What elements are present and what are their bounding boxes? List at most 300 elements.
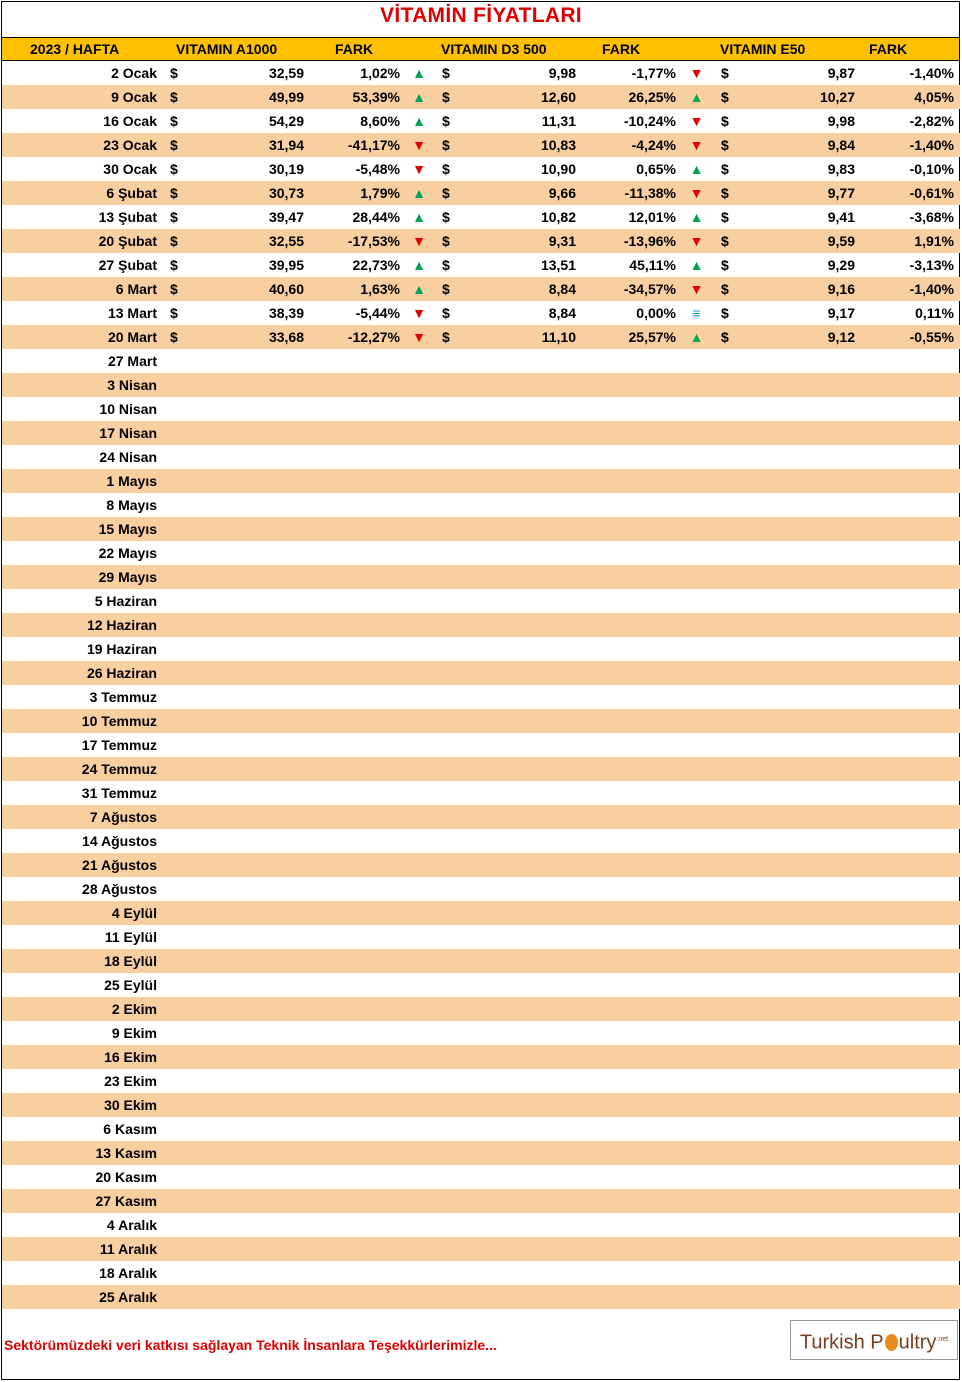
empty-cell	[759, 805, 861, 829]
empty-cell	[310, 661, 406, 685]
a1000-change: 8,60%	[360, 113, 400, 129]
e50-change: 1,91%	[861, 229, 960, 253]
price-table	[2, 61, 960, 1309]
empty-cell	[759, 1069, 861, 1093]
week-cell: 12 Haziran	[2, 613, 160, 637]
empty-cell	[582, 757, 682, 781]
week-cell: 6 Mart	[2, 277, 160, 301]
empty-cell	[759, 445, 861, 469]
empty-cell	[160, 877, 210, 901]
logo-text-2: ultry	[898, 1331, 937, 1354]
currency-cell: $	[432, 181, 482, 205]
a1000-change: -41,17%	[310, 133, 406, 157]
empty-cell	[582, 1237, 682, 1261]
empty-cell	[482, 445, 582, 469]
a1000-price: 31,94	[210, 133, 310, 157]
empty-cell	[310, 1141, 406, 1165]
empty-cell	[682, 853, 711, 877]
empty-cell	[582, 709, 682, 733]
week-cell: 10 Temmuz	[2, 709, 160, 733]
empty-cell	[759, 1189, 861, 1213]
empty-cell	[160, 541, 210, 565]
week-cell: 25 Eylül	[104, 977, 157, 993]
a1000-price: 30,73	[210, 181, 310, 205]
empty-cell	[210, 565, 310, 589]
empty-cell	[861, 733, 960, 757]
empty-cell	[406, 613, 432, 637]
empty-cell	[759, 493, 861, 517]
table-row	[2, 829, 960, 853]
header-a1000: VITAMIN A1000	[176, 41, 278, 57]
empty-cell	[582, 1045, 682, 1069]
currency-cell: $	[711, 181, 759, 205]
week-cell: 3 Nisan	[2, 373, 160, 397]
empty-cell	[210, 469, 310, 493]
empty-cell	[682, 565, 711, 589]
empty-cell	[861, 1189, 960, 1213]
currency-cell: $	[721, 305, 729, 321]
empty-cell	[482, 925, 582, 949]
empty-cell	[406, 829, 432, 853]
empty-cell	[160, 781, 210, 805]
empty-cell	[210, 445, 310, 469]
empty-cell	[432, 1165, 482, 1189]
a1000-down-arrow-icon: ▼	[412, 161, 426, 177]
e50-price: 9,41	[827, 209, 855, 225]
empty-cell	[406, 709, 432, 733]
a1000-down-arrow-icon: ▼	[406, 229, 432, 253]
empty-cell	[759, 1165, 861, 1189]
empty-cell	[759, 349, 861, 373]
empty-cell	[432, 949, 482, 973]
currency-cell: $	[170, 209, 178, 225]
e50-change: -0,55%	[861, 325, 960, 349]
currency-cell: $	[442, 65, 450, 81]
table-row	[2, 1189, 960, 1213]
week-cell: 20 Şubat	[2, 229, 160, 253]
empty-cell	[160, 397, 210, 421]
empty-cell	[682, 1117, 711, 1141]
week-cell: 3 Temmuz	[89, 689, 157, 705]
table-row	[2, 589, 960, 613]
empty-cell	[210, 685, 310, 709]
currency-cell: $	[160, 325, 210, 349]
empty-cell	[861, 589, 960, 613]
empty-cell	[406, 1021, 432, 1045]
empty-cell	[160, 493, 210, 517]
empty-cell	[582, 805, 682, 829]
empty-cell	[711, 949, 759, 973]
e50-change: -0,61%	[861, 181, 960, 205]
empty-cell	[210, 637, 310, 661]
d3-change: -34,57%	[582, 277, 682, 301]
empty-cell	[310, 757, 406, 781]
empty-cell	[310, 1261, 406, 1285]
week-cell: 6 Şubat	[2, 181, 160, 205]
empty-cell	[432, 733, 482, 757]
empty-cell	[861, 1165, 960, 1189]
week-cell: 30 Ekim	[2, 1093, 160, 1117]
logo-sup: .net	[936, 1336, 949, 1343]
empty-cell	[759, 709, 861, 733]
empty-cell	[682, 1261, 711, 1285]
a1000-change: 53,39%	[310, 85, 406, 109]
empty-cell	[711, 469, 759, 493]
table-row	[2, 781, 960, 805]
empty-cell	[482, 1069, 582, 1093]
empty-cell	[406, 853, 432, 877]
currency-cell: $	[721, 257, 729, 273]
empty-cell	[482, 1213, 582, 1237]
empty-cell	[682, 469, 711, 493]
table-row	[2, 1021, 960, 1045]
empty-cell	[861, 1285, 960, 1309]
empty-cell	[160, 973, 210, 997]
empty-cell	[682, 421, 711, 445]
empty-cell	[482, 1093, 582, 1117]
empty-cell	[759, 781, 861, 805]
a1000-price: 33,68	[210, 325, 310, 349]
empty-cell	[582, 1093, 682, 1117]
week-cell: 15 Mayıs	[2, 517, 160, 541]
a1000-down-arrow-icon: ▼	[406, 133, 432, 157]
empty-cell	[682, 709, 711, 733]
week-cell: 17 Temmuz	[81, 737, 157, 753]
currency-cell: $	[711, 133, 759, 157]
empty-cell	[482, 829, 582, 853]
empty-cell	[432, 901, 482, 925]
a1000-price: 30,19	[268, 161, 304, 177]
week-cell: 26 Haziran	[2, 661, 160, 685]
empty-cell	[682, 997, 711, 1021]
currency-cell: $	[711, 229, 759, 253]
table-row	[2, 301, 960, 325]
empty-cell	[861, 973, 960, 997]
empty-cell	[759, 1093, 861, 1117]
empty-cell	[210, 709, 310, 733]
table-row	[2, 709, 960, 733]
empty-cell	[210, 517, 310, 541]
empty-cell	[711, 685, 759, 709]
week-cell: 20 Kasım	[95, 1169, 157, 1185]
empty-cell	[160, 517, 210, 541]
empty-cell	[310, 925, 406, 949]
empty-cell	[432, 757, 482, 781]
empty-cell	[582, 421, 682, 445]
empty-cell	[861, 637, 960, 661]
empty-cell	[582, 1189, 682, 1213]
d3-up-arrow-icon: ▲	[689, 257, 704, 273]
empty-cell	[759, 925, 861, 949]
empty-cell	[160, 445, 210, 469]
empty-cell	[711, 637, 759, 661]
empty-cell	[682, 901, 711, 925]
table-row	[2, 253, 960, 277]
week-cell: 10 Nisan	[99, 401, 157, 417]
a1000-up-arrow-icon: ▲	[406, 181, 432, 205]
d3-price: 10,82	[540, 209, 576, 225]
empty-cell	[759, 1237, 861, 1261]
empty-cell	[406, 1189, 432, 1213]
currency-cell: $	[711, 325, 759, 349]
week-cell: 13 Mart	[107, 305, 157, 321]
empty-cell	[482, 1021, 582, 1045]
empty-cell	[310, 829, 406, 853]
empty-cell	[432, 853, 482, 877]
currency-cell: $	[432, 325, 482, 349]
empty-cell	[310, 349, 406, 373]
currency-cell: $	[442, 113, 450, 129]
empty-cell	[160, 661, 210, 685]
empty-cell	[482, 517, 582, 541]
empty-cell	[482, 541, 582, 565]
empty-cell	[160, 421, 210, 445]
empty-cell	[759, 1045, 861, 1069]
empty-cell	[582, 565, 682, 589]
empty-cell	[682, 781, 711, 805]
empty-cell	[682, 805, 711, 829]
week-cell: 20 Mart	[2, 325, 160, 349]
empty-cell	[432, 493, 482, 517]
currency-cell: $	[432, 277, 482, 301]
empty-cell	[759, 1261, 861, 1285]
empty-cell	[432, 613, 482, 637]
empty-cell	[210, 1213, 310, 1237]
logo-text-1: Turkish P	[799, 1331, 884, 1354]
empty-cell	[582, 445, 682, 469]
empty-cell	[406, 1261, 432, 1285]
a1000-price: 40,60	[210, 277, 310, 301]
empty-cell	[160, 685, 210, 709]
e50-price: 9,59	[759, 229, 861, 253]
empty-cell	[406, 565, 432, 589]
empty-cell	[582, 901, 682, 925]
week-cell: 13 Kasım	[2, 1141, 160, 1165]
empty-cell	[482, 853, 582, 877]
empty-cell	[406, 541, 432, 565]
empty-cell	[406, 877, 432, 901]
currency-cell: $	[160, 85, 210, 109]
empty-cell	[160, 1069, 210, 1093]
empty-cell	[310, 541, 406, 565]
week-cell: 19 Haziran	[86, 641, 157, 657]
empty-cell	[759, 1285, 861, 1309]
empty-cell	[582, 613, 682, 637]
empty-cell	[711, 973, 759, 997]
empty-cell	[432, 1117, 482, 1141]
empty-cell	[432, 1189, 482, 1213]
empty-cell	[310, 1093, 406, 1117]
e50-price: 9,16	[759, 277, 861, 301]
empty-cell	[432, 709, 482, 733]
empty-cell	[482, 1261, 582, 1285]
empty-cell	[432, 1045, 482, 1069]
a1000-price: 54,29	[268, 113, 304, 129]
empty-cell	[482, 589, 582, 613]
empty-cell	[432, 541, 482, 565]
table-row	[2, 445, 960, 469]
table-row	[2, 757, 960, 781]
empty-cell	[711, 877, 759, 901]
week-cell: 2 Ekim	[2, 997, 160, 1021]
empty-cell	[310, 1117, 406, 1141]
d3-price: 11,31	[541, 113, 576, 129]
empty-cell	[310, 853, 406, 877]
a1000-up-arrow-icon: ▲	[412, 113, 426, 129]
table-row	[2, 613, 960, 637]
empty-cell	[432, 1141, 482, 1165]
header-fark-d: FARK	[602, 41, 641, 57]
table-row	[2, 61, 960, 85]
week-cell: 4 Aralık	[106, 1217, 157, 1233]
empty-cell	[310, 637, 406, 661]
d3-price: 9,98	[548, 65, 576, 81]
table-header	[2, 37, 959, 61]
empty-cell	[482, 565, 582, 589]
empty-cell	[406, 637, 432, 661]
empty-cell	[759, 733, 861, 757]
currency-cell: $	[721, 65, 729, 81]
d3-price: 11,10	[482, 325, 582, 349]
empty-cell	[861, 661, 960, 685]
empty-cell	[682, 925, 711, 949]
week-cell: 28 Ağustos	[82, 881, 157, 897]
empty-cell	[711, 1141, 759, 1165]
currency-cell: $	[711, 85, 759, 109]
week-cell: 2 Ocak	[111, 65, 157, 81]
empty-cell	[582, 1021, 682, 1045]
empty-cell	[861, 925, 960, 949]
empty-cell	[210, 1285, 310, 1309]
d3-change: 25,57%	[582, 325, 682, 349]
empty-cell	[482, 613, 582, 637]
empty-cell	[406, 685, 432, 709]
a1000-change: -5,44%	[355, 305, 400, 321]
empty-cell	[310, 973, 406, 997]
table-row	[2, 229, 960, 253]
empty-cell	[432, 589, 482, 613]
empty-cell	[759, 637, 861, 661]
currency-cell: $	[160, 133, 210, 157]
empty-cell	[482, 397, 582, 421]
week-cell: 16 Ekim	[2, 1045, 160, 1069]
empty-cell	[711, 517, 759, 541]
empty-cell	[432, 829, 482, 853]
empty-cell	[406, 517, 432, 541]
empty-cell	[711, 925, 759, 949]
empty-cell	[482, 373, 582, 397]
currency-cell: $	[170, 113, 178, 129]
d3-up-arrow-icon: ▲	[682, 325, 711, 349]
empty-cell	[582, 541, 682, 565]
empty-cell	[432, 1213, 482, 1237]
empty-cell	[210, 421, 310, 445]
table-row	[2, 925, 960, 949]
empty-cell	[711, 1069, 759, 1093]
empty-cell	[711, 661, 759, 685]
a1000-down-arrow-icon: ▼	[406, 325, 432, 349]
currency-cell: $	[170, 161, 178, 177]
empty-cell	[210, 1189, 310, 1213]
empty-cell	[310, 445, 406, 469]
d3-down-arrow-icon: ▼	[682, 277, 711, 301]
empty-cell	[682, 1165, 711, 1189]
empty-cell	[682, 973, 711, 997]
empty-cell	[711, 733, 759, 757]
empty-cell	[482, 781, 582, 805]
empty-cell	[759, 853, 861, 877]
empty-cell	[406, 1237, 432, 1261]
table-row	[2, 1069, 960, 1093]
d3-up-arrow-icon: ▲	[689, 209, 704, 225]
empty-cell	[711, 589, 759, 613]
e50-change: -0,10%	[909, 161, 954, 177]
empty-cell	[711, 373, 759, 397]
empty-cell	[861, 1261, 960, 1285]
empty-cell	[406, 1069, 432, 1093]
d3-down-arrow-icon: ▼	[682, 229, 711, 253]
e50-price: 9,98	[827, 113, 855, 129]
empty-cell	[582, 469, 682, 493]
week-cell: 24 Nisan	[99, 449, 157, 465]
empty-cell	[210, 493, 310, 517]
empty-cell	[759, 973, 861, 997]
week-cell: 9 Ekim	[111, 1025, 157, 1041]
currency-cell: $	[721, 209, 729, 225]
empty-cell	[582, 493, 682, 517]
e50-price: 9,77	[759, 181, 861, 205]
egg-icon	[885, 1334, 898, 1351]
empty-cell	[310, 1285, 406, 1309]
week-cell: 16 Ocak	[103, 113, 157, 129]
empty-cell	[861, 1237, 960, 1261]
empty-cell	[682, 757, 711, 781]
empty-cell	[432, 421, 482, 445]
a1000-change: 1,79%	[310, 181, 406, 205]
empty-cell	[711, 1045, 759, 1069]
d3-price: 12,60	[482, 85, 582, 109]
empty-cell	[582, 877, 682, 901]
e50-price: 9,83	[827, 161, 855, 177]
empty-cell	[160, 637, 210, 661]
table-row	[2, 1261, 960, 1285]
empty-cell	[160, 1213, 210, 1237]
empty-cell	[759, 1213, 861, 1237]
empty-cell	[210, 997, 310, 1021]
empty-cell	[482, 1045, 582, 1069]
empty-cell	[432, 349, 482, 373]
empty-cell	[682, 493, 711, 517]
empty-cell	[759, 565, 861, 589]
d3-change: -10,24%	[623, 113, 676, 129]
d3-change: 0,65%	[636, 161, 676, 177]
empty-cell	[210, 733, 310, 757]
empty-cell	[582, 997, 682, 1021]
empty-cell	[582, 1069, 682, 1093]
d3-price: 10,83	[482, 133, 582, 157]
table-row	[2, 685, 960, 709]
empty-cell	[582, 781, 682, 805]
empty-cell	[210, 589, 310, 613]
week-cell: 8 Mayıs	[106, 497, 157, 513]
empty-cell	[160, 613, 210, 637]
empty-cell	[310, 517, 406, 541]
d3-change: 12,01%	[628, 209, 676, 225]
week-cell: 27 Kasım	[2, 1189, 160, 1213]
empty-cell	[482, 949, 582, 973]
empty-cell	[582, 685, 682, 709]
currency-cell: $	[160, 181, 210, 205]
